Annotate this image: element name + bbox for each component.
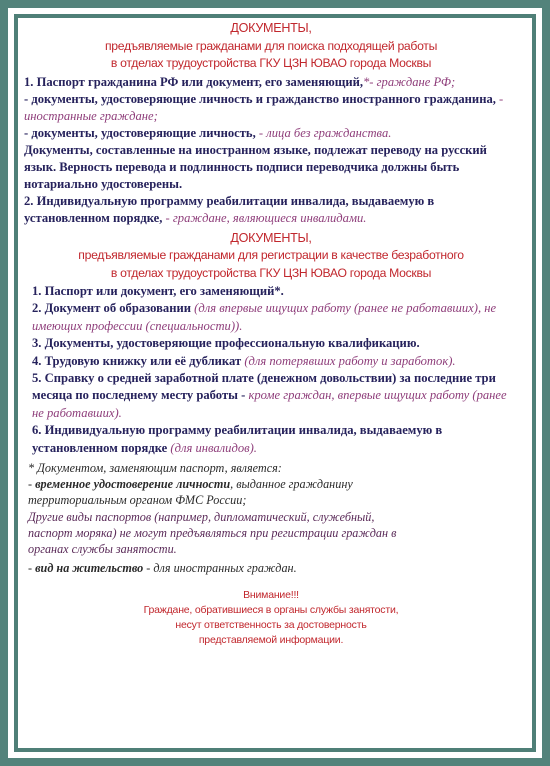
section1-title: ДОКУМЕНТЫ,	[230, 21, 312, 35]
section2-item-4-text: 4. Трудовую книжку или её дубликат	[32, 353, 245, 368]
section2-subtitle-2: в отделах трудоустройства ГКУ ЦЗН ЮВАО города Москвы	[110, 265, 432, 280]
section2-item-3: 3. Документы, удостоверяющие профессиональную квалификацию.	[32, 336, 420, 351]
section2-item-2-text: 2. Документ об образовании	[32, 301, 195, 316]
attention-title: Внимание!!!	[243, 589, 299, 602]
section1-header	[24, 20, 518, 73]
attention-line-3: представляемой информации.	[198, 634, 344, 647]
section1-item-1c-note: - лица без гражданства.	[258, 125, 392, 140]
section2-item-5-note: кроме граждан, впервые ищущих работу (ранее не работавших).	[32, 388, 507, 420]
section2-item-6-text: 6. Индивидуальную программу реабилитации инвалида, выдаваемую в установленном порядке	[32, 423, 443, 455]
section2-body	[24, 283, 518, 457]
translation-requirement: Документы, составленные на иностранном языке, подлежат переводу на русский язык. Верность перевода и подлинность подписи переводчика должны быть нотариально удостоверены.	[24, 142, 487, 191]
footnote-line-4	[28, 560, 398, 576]
section1-item-1c-text: - документы, удостоверяющие личность,	[24, 125, 259, 140]
footnote-dash-1: -	[28, 477, 36, 492]
section2-item-6	[32, 422, 518, 457]
section2-title: ДОКУМЕНТЫ,	[230, 230, 312, 245]
section1-item-2	[24, 193, 518, 227]
section1-subtitle-2: в отделах трудоустройства ГКУ ЦЗН ЮВАО города Москвы	[110, 56, 432, 70]
section1-item-1b	[24, 91, 518, 125]
footnote-residence-permit: вид на жительство	[35, 561, 144, 576]
section2-item-5	[32, 370, 518, 422]
attention-line-2: несут ответственность за достоверность	[175, 619, 367, 632]
section2-header	[24, 230, 518, 283]
attention-line-1: Граждане, обратившиеся в органы службы занятости,	[143, 604, 399, 617]
section1-item-1	[24, 74, 518, 91]
section2-item-6-note: (для инвалидов).	[170, 440, 257, 455]
footnote-line-4-rest: - для иностранных граждан.	[143, 561, 297, 576]
section1-subtitle-1: предъявляемые гражданами для поиска подходящей работы	[104, 38, 438, 53]
section2-item-4-note: (для потерявших работу и заработок).	[244, 353, 456, 368]
section2-item-4	[32, 353, 518, 370]
section1-item-2-note: - граждане, являющиеся инвалидами.	[165, 210, 367, 225]
section1-item-1b-text: - документы, удостоверяющие личность и гражданство иностранного гражданина,	[24, 91, 496, 106]
section1-item-2-text: 2. Индивидуальную программу реабилитации инвалида, выдаваемую в установленном порядке,	[24, 193, 435, 225]
footnote-line-2-rest: , выданное гражданину территориальным органом ФМС России;	[28, 477, 353, 508]
poster-content	[24, 20, 518, 648]
section2-item-2-note: (для впервые ищущих работу (ранее не работавших), не имеющих профессии (специальности)).	[32, 301, 497, 333]
section2-item-2	[32, 300, 518, 335]
attention-block	[24, 588, 518, 648]
passport-footnote	[24, 460, 398, 576]
footnote-line-1: * Документом, заменяющим паспорт, является:	[28, 461, 282, 476]
footnote-line-3: Другие виды паспортов (например, дипломатический, служебный, паспорт моряка) не могут предъявляться при регистрации граждан в органах службы занятости.	[28, 509, 397, 557]
section2-item-5-text: 5. Справку о средней заработной плате (денежном довольствии) за последние три месяца по последнему месту работы -	[32, 371, 496, 403]
section1-item-1c	[24, 125, 518, 142]
footnote-line-2	[28, 476, 398, 508]
section1-item-1-text: 1. Паспорт гражданина РФ или документ, его заменяющий,	[24, 74, 363, 89]
section2-subtitle-1: предъявляемые гражданами для регистрации в качестве безработного	[78, 248, 464, 262]
section1-item-1b-note: - иностранные граждане;	[24, 91, 504, 123]
section1-item-1-note: *- граждане РФ;	[363, 74, 456, 89]
footnote-temp-id: временное удостоверение личности	[35, 477, 231, 492]
footnote-dash-2: -	[28, 561, 36, 576]
section2-item-1: 1. Паспорт или документ, его заменяющий*.	[32, 284, 284, 298]
section1-body	[24, 74, 518, 227]
